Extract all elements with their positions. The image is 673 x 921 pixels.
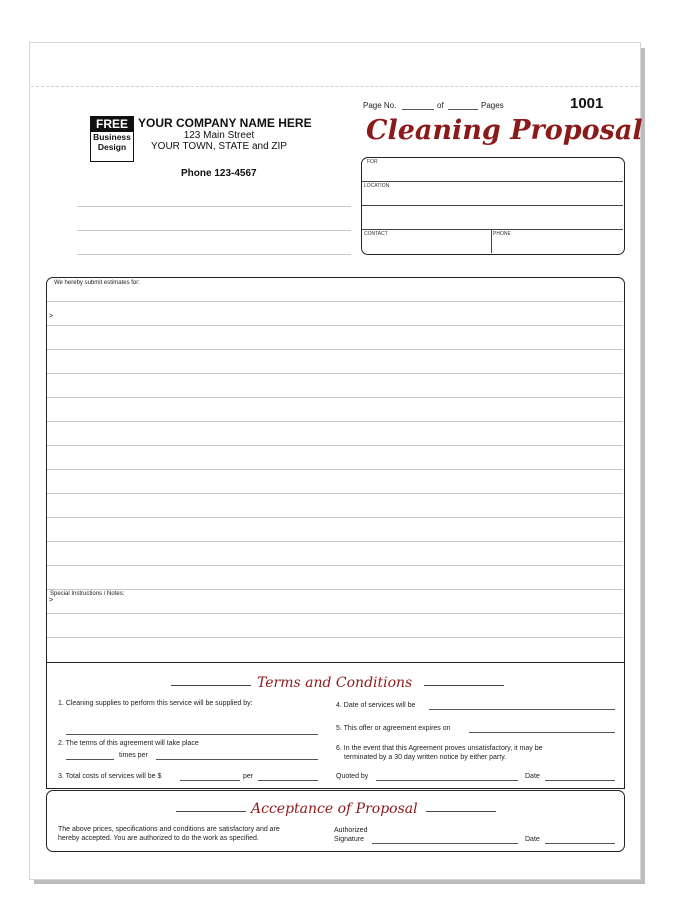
term-2-text: 2. The terms of this agreement will take place (58, 740, 199, 747)
page-pages-label: Pages (481, 101, 504, 110)
notes-label: Special Instructions / Notes: (50, 591, 125, 597)
terms-title: Terms and Conditions (257, 675, 413, 691)
perforation-line (31, 86, 638, 87)
estimate-line (47, 637, 623, 638)
terms-date-label: Date (525, 773, 540, 780)
term-1-text: 1. Cleaning supplies to perform this service will be supplied by: (58, 700, 253, 707)
term-4-blank (429, 709, 615, 710)
page-no-label: Page No. (363, 101, 397, 110)
acceptance-title-rule-left (176, 811, 246, 812)
term-2-blank-b (156, 759, 318, 760)
client-info-box (361, 157, 625, 255)
term-5-blank (469, 732, 615, 733)
term-3-per: per (243, 773, 254, 780)
acceptance-text-line2: hereby accepted. You are authorized to do the work as specified. (58, 835, 259, 842)
free-business-design-logo (90, 116, 134, 162)
estimate-line (47, 517, 623, 518)
estimate-line (47, 541, 623, 542)
acceptance-title-rule-right (426, 811, 496, 812)
acceptance-date-blank (545, 843, 615, 844)
terms-date-blank (545, 780, 615, 781)
company-city: YOUR TOWN, STATE and ZIP (151, 141, 287, 152)
client-box-vertical-divider (491, 229, 492, 253)
client-box-divider (362, 181, 623, 182)
signature-blank (372, 843, 518, 844)
term-1-blank (66, 734, 318, 735)
estimate-line (47, 301, 623, 302)
term-6-text-line2: terminated by a 30 day written notice by either party. (344, 754, 507, 761)
term-3-text: 3. Total costs of services will be $ (58, 773, 162, 780)
header-line (77, 206, 351, 207)
quoted-by-label: Quoted by (336, 773, 369, 780)
estimate-box (46, 277, 625, 663)
form-title: Cleaning Proposal (366, 115, 643, 146)
term-4-text: 4. Date of services will be (336, 702, 416, 709)
quoted-by-blank (376, 780, 518, 781)
estimate-line (47, 445, 623, 446)
notes-marker: > (49, 597, 54, 604)
logo-free-text: FREE (91, 117, 133, 132)
signature-label: Signature (334, 836, 364, 843)
term-6-text-line1: 6. In the event that this Agreement proves unsatisfactory, it may be (336, 745, 543, 752)
phone-label: PHONE (493, 231, 511, 237)
term-5-text: 5. This offer or agreement expires on (336, 725, 451, 732)
location-label: LOCATION (364, 183, 390, 189)
company-street: 123 Main Street (183, 130, 255, 141)
estimate-line (47, 397, 623, 398)
estimate-label: We hereby submit estimates for: (54, 280, 140, 286)
client-box-divider (362, 205, 623, 206)
header-line (77, 254, 351, 255)
term-2-times-per: times per (119, 752, 148, 759)
for-label: FOR (367, 159, 378, 165)
page-no-blank (402, 109, 434, 110)
form-number: 1001 (570, 95, 604, 112)
term-3-amount-blank (180, 780, 240, 781)
page-total-blank (448, 109, 478, 110)
logo-design-text: Design (97, 142, 127, 152)
estimate-line (47, 373, 623, 374)
estimate-line (47, 349, 623, 350)
estimate-line (47, 613, 623, 614)
logo-business-text: Business (93, 132, 131, 142)
acceptance-date-label: Date (525, 836, 540, 843)
term-2-blank-a (66, 759, 114, 760)
acceptance-text-line1: The above prices, specifications and conditions are satisfactory and are (58, 826, 280, 833)
estimate-line (47, 565, 623, 566)
header-line (77, 230, 351, 231)
authorized-label: Authorized (334, 827, 368, 834)
client-box-divider (362, 229, 623, 230)
estimate-line (47, 421, 623, 422)
estimate-marker: > (49, 313, 54, 320)
estimate-line (47, 493, 623, 494)
terms-title-rule-right (424, 685, 504, 686)
term-3-per-blank (258, 780, 318, 781)
company-phone: Phone 123-4567 (181, 168, 257, 179)
estimate-line (47, 325, 623, 326)
terms-title-rule-left (171, 685, 251, 686)
contact-label: CONTACT (364, 231, 388, 237)
estimate-line (47, 469, 623, 470)
acceptance-title: Acceptance of Proposal (251, 801, 418, 817)
estimate-line (47, 589, 623, 590)
company-name: YOUR COMPANY NAME HERE (138, 116, 312, 130)
page-of-label: of (437, 101, 444, 110)
